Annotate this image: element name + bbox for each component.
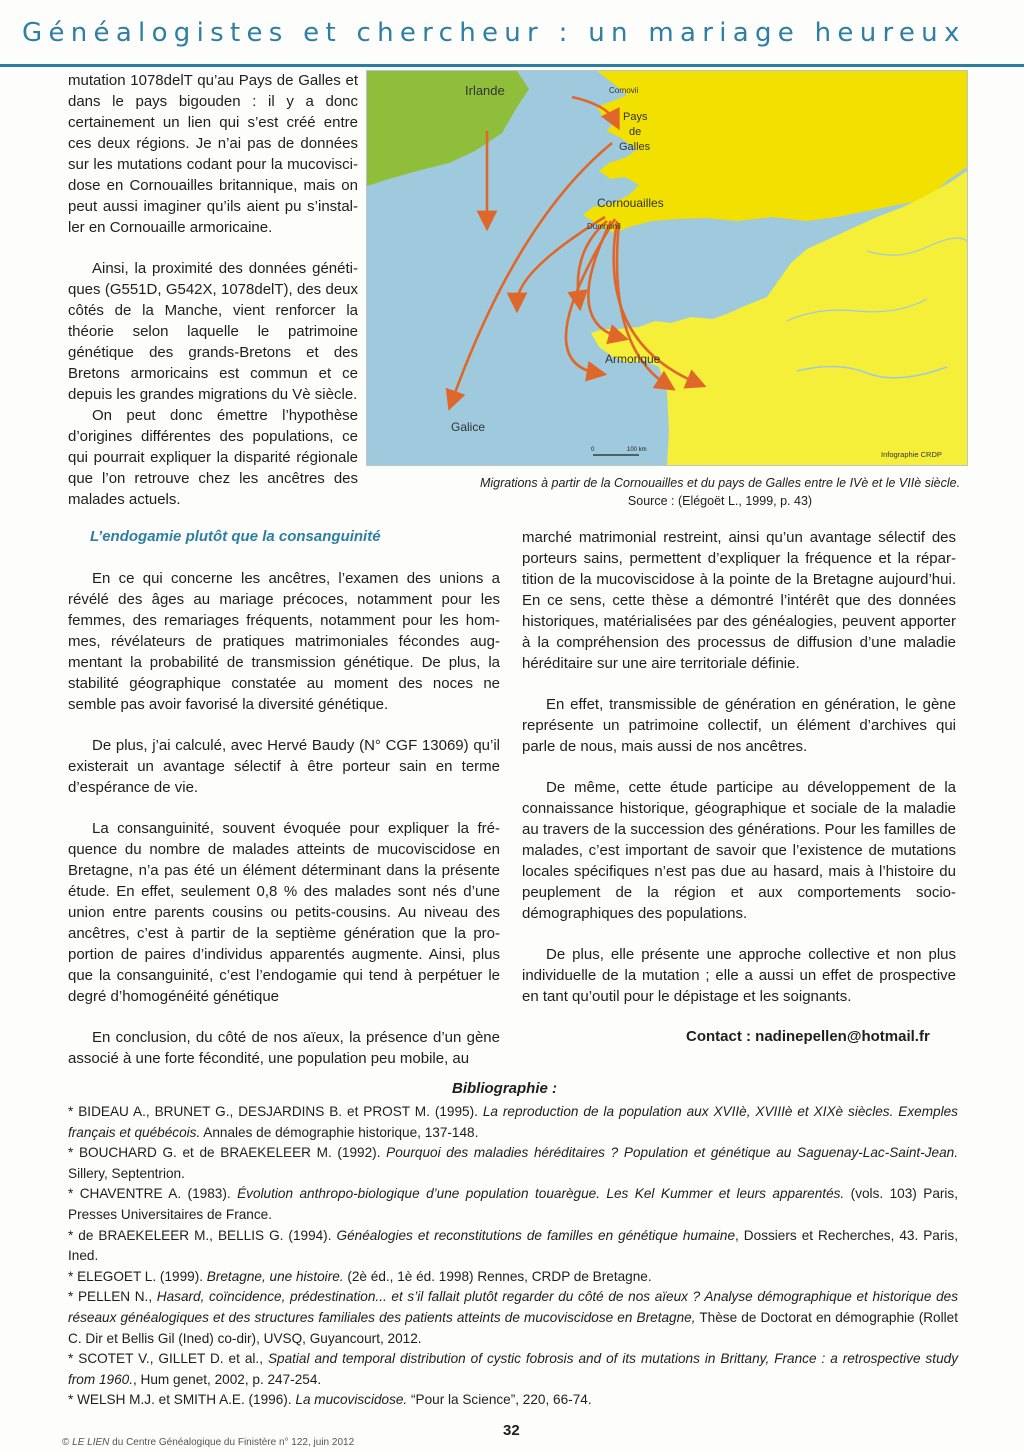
label-cornouailles: Cornouailles xyxy=(597,196,664,210)
right-paragraph-3: De même, cette étude participe au développement de la connaissance historique, géographique et sociale de la maladie au travers de la succession des générations. Pour les familles de malades, c’est important de savoir que l’existence de mutations locales spécifiques n’est pas due au hasard, mais à l’histoire du peuplement de la région et aux comportements socio-démographiques des populations. xyxy=(522,779,956,922)
header-divider xyxy=(0,64,1024,67)
page-header-title: Généalogistes et chercheur : un mariage heureux xyxy=(22,18,966,48)
label-dumnonii: Dumnonii xyxy=(587,222,621,231)
bibliography-entry: * WELSH M.J. et SMITH A.E. (1996). La mucoviscidose. “Pour la Science”, 220, 66-74. xyxy=(68,1392,592,1408)
map-source: Source : (Elégoët L., 1999, p. 43) xyxy=(627,494,813,508)
intro-paragraph-2: Ainsi, la proximité des données génétiques (G551D, G542X, 1078delT), des deux côtés de la Manche, vient renforcer la théorie selon laquelle le patrimoine génétique des grands-Bretons et des Bretons armoricains est commun et ce depuis les grandes migrations du Vè siècle. xyxy=(68,260,358,403)
label-galice: Galice xyxy=(451,420,486,434)
migration-map-figure xyxy=(366,70,968,466)
bibliography-list xyxy=(68,1102,958,1411)
label-pays-de-galles-line-3: Galles xyxy=(619,141,651,153)
right-column xyxy=(522,527,956,1027)
page-number: 32 xyxy=(503,1422,520,1439)
bibliography-entry: * SCOTET V., GILLET D. et al., Spatial and temporal distribution of cystic fobrosis and of its mutations in Brittany, France : a retrospective study from 1960., Hum genet, 2002, p. 247-254. xyxy=(68,1351,958,1387)
scale-zero: 0 xyxy=(591,447,595,453)
bibliography-entry: * de BRAEKELEER M., BELLIS G. (1994). Généalogies et reconstitutions de familles en génétique humaine, Dossiers et Recherches, 43. Paris, Ined. xyxy=(68,1227,958,1264)
left-paragraph-2: De plus, j’ai calculé, avec Hervé Baudy (N° CGF 13069) qu’il existerait un avantage sélectif à être porteur sain en terme d’espérance de vie. xyxy=(68,737,500,796)
publication-name: LE LIEN xyxy=(72,1437,110,1448)
label-pays-de-galles-line-1: Pays xyxy=(623,111,648,123)
migration-map xyxy=(367,71,967,465)
right-paragraph-2: En effet, transmissible de génération en génération, le gène représente un patrimoine collectif, un élément d’archives qui parle de nous, mais aussi de nos ancêtres. xyxy=(522,696,956,755)
intro-paragraph-3: On peut donc émettre l’hypothèse d’origines différentes des populations, ce qui pourrait expliquer la disparité régionale que l’on retrouve chez les ancêtres des malades actuels. xyxy=(68,407,358,508)
bibliography-entry: * ELEGOET L. (1999). Bretagne, une histoire. (2è éd., 1è éd. 1998) Rennes, CRDP de Bretagne. xyxy=(68,1268,652,1284)
left-paragraph-3: La consanguinité, souvent évoquée pour expliquer la fréquence du nombre de malades atteints de mucoviscidose en Bretagne, n’a pas été un élément déterminant dans la présente étude. En effet, seulement 0,8 % des malades sont nés d’une union entre parents cousins ou petits-cousins. Au niveau des ancêtres, c’est à partir de la septième génération que la proportion de paires d’individus apparentés augmente. Ainsi, plus que la consanguinité, c’est l’endogamie qui tend à perpétuer le degré d’homogénéité génétique xyxy=(68,820,500,1005)
label-irlande: Irlande xyxy=(465,83,505,98)
scale-km: 100 km xyxy=(627,447,647,453)
intro-paragraph-1: mutation 1078delT qu’au Pays de Galles et dans le pays bigouden : il y a donc certainement un lien qui s’est créé entre ces deux régions. Je n’ai pas de données sur les mutations codant pour la mucoviscidose en Cornouailles britannique, mais on peut aussi imaginer qu’ils aient pu s’installer en Cornouaille armoricaine. xyxy=(68,72,358,236)
left-paragraph-4: En conclusion, du côté de nos aïeux, la présence d’un gène associé à une forte fécondité, une population peu mobile, au xyxy=(68,1029,500,1067)
bibliography-entry: * BOUCHARD G. et de BRAEKELEER M. (1992). Pourquoi des maladies héréditaires ? Population et génétique au Saguenay-Lac-Saint-Jean. Sillery, Septentrion. xyxy=(68,1145,958,1181)
bibliography-entry: * CHAVENTRE A. (1983). Évolution anthropo-biologique d’une population touarègue. Les Kel Kummer et leurs apparentés. (vols. 103) Paris, Presses Universitaires de France. xyxy=(68,1186,959,1222)
bibliography-entry: * PELLEN N., Hasard, coïncidence, prédestination... et s’il fallait plutôt regarder du côté de nos aïeux ? Analyse démographique et historique des réseaux généalogiques et des structures familiales des patients atteints de mucoviscidose en Bretagne, Thèse de Doctorat en démographie (Rollet C. Dir et Bellis Gil (Ined) co-dir), UVSQ, Guyancourt, 2012. xyxy=(68,1289,959,1346)
map-credit: Infographie CRDP xyxy=(881,450,942,459)
right-paragraph-4: De plus, elle présente une approche collective et non plus individuelle de la mutation ; elle a aussi un effet de prospective en tant qu’outil pour le dépistage et les soignants. xyxy=(522,946,956,1005)
right-paragraph-1: marché matrimonial restreint, ainsi qu’un avantage sélectif des porteurs sains, permettent d’expliquer la fréquence et la répartition de la mucoviscidose à la pointe de la Bretagne aujourd’hui. En ce sens, cette thèse a démontré l’intérêt que des données historiques, matérialisées par des généalogies, peuvent apporter à la compréhension des processus de diffusion d’une maladie héréditaire sur une aire territoriale définie. xyxy=(522,529,956,672)
bibliography-entry: * BIDEAU A., BRUNET G., DESJARDINS B. et PROST M. (1995). La reproduction de la population aux XVIIè, XVIIIè et XIXè siècles. Exemples français et québécois. Annales de démographie historique, 137-148. xyxy=(68,1104,958,1140)
label-cornovii: Cornovii xyxy=(609,86,639,95)
label-pays-de-galles-line-2: de xyxy=(629,126,642,138)
bibliography-title: Bibliographie : xyxy=(452,1080,557,1097)
contact-email: Contact : nadinepellen@hotmail.fr xyxy=(686,1028,930,1045)
intro-text-block xyxy=(68,70,358,530)
map-caption: Migrations à partir de la Cornouailles et du pays de Galles entre le IVè et le VIIè siècle. xyxy=(479,476,961,490)
page-footer xyxy=(62,1437,354,1448)
section-heading: L’endogamie plutôt que la consanguinité xyxy=(90,528,381,545)
left-paragraph-1: En ce qui concerne les ancêtres, l’examen des unions a révélé des âges au mariage précoces, notamment pour les femmes, des remariages fréquents, notamment pour les hommes, révélateurs de pratiques matrimoniales fécondes augmentant la probabilité de transmission génétique. De plus, la stabilité géographique constatée au moment des noces ne semble pas avoir favorisé la diversité génétique. xyxy=(68,570,500,713)
label-armorique: Armorique xyxy=(605,352,661,366)
copyright-symbol: © xyxy=(62,1437,70,1448)
publication-details: du Centre Généalogique du Finistère n° 122, juin 2012 xyxy=(109,1437,355,1448)
left-column xyxy=(68,568,500,1089)
